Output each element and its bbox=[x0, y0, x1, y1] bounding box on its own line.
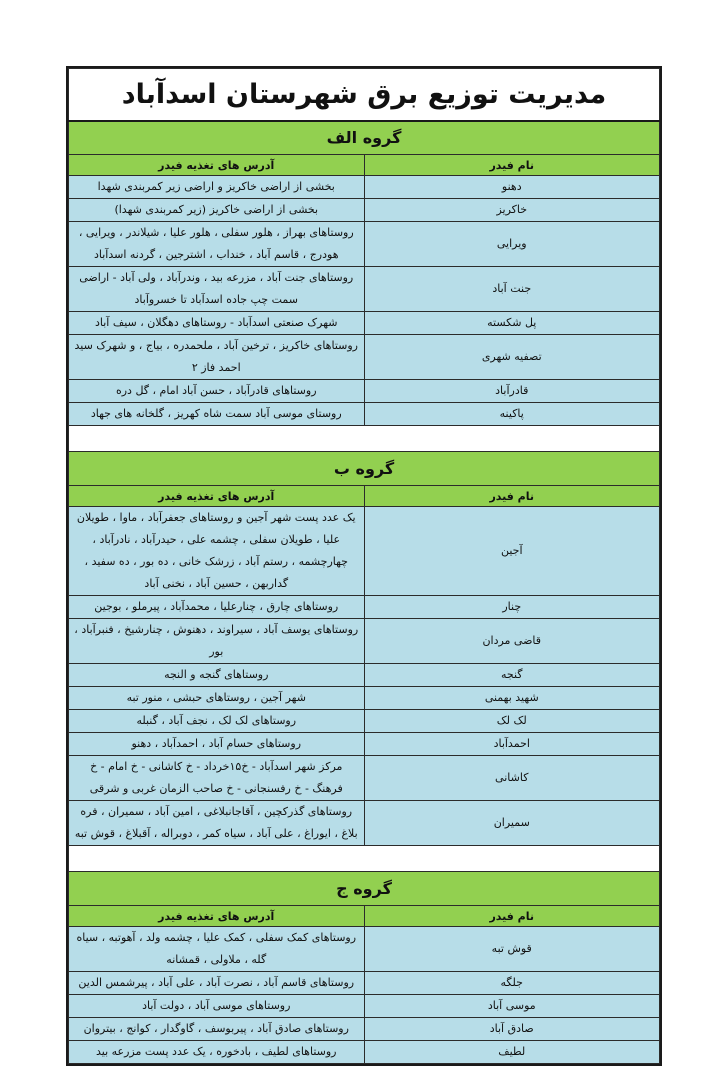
table-row bbox=[69, 927, 660, 972]
feeder-address: روستاهای صادق آباد ، پیربوسف ، گاوگدار ، کوانج ، بیتروان bbox=[69, 1018, 365, 1041]
table-row bbox=[69, 335, 660, 380]
feeder-name: جلگه bbox=[364, 972, 660, 995]
feeder-address: روستاهای کمک سفلی ، کمک علیا ، چشمه ولد ، آهوتبه ، سیاه گله ، ملاولی ، قمشانه bbox=[69, 927, 365, 972]
feeder-address: شهرک صنعتی اسدآباد - روستاهای دهگلان ، سیف آباد bbox=[69, 312, 365, 335]
feeder-address: روستای موسی آباد سمت شاه کهریز ، گلخانه های جهاد bbox=[69, 403, 365, 426]
group-spacer bbox=[69, 426, 660, 452]
table-row bbox=[69, 801, 660, 846]
table-row bbox=[69, 1018, 660, 1041]
feeder-address: روستاهای یوسف آباد ، سیراوند ، دهنوش ، چنارشیخ ، فنبرآباد ، بور bbox=[69, 619, 365, 664]
feeder-address: یک عدد پست شهر آجین و روستاهای جعفرآباد ، ماوا ، طویلان علیا ، طویلان سفلی ، چشمه علی ، حیدرآباد ، نادرآباد ، چهارچشمه ، رستم آباد ، زرشک خانی ، ده بور ، ده سفید ، گداربهن ، حسین آباد ، نخنی آباد bbox=[69, 507, 365, 596]
group-b-row bbox=[69, 452, 660, 486]
table-row bbox=[69, 710, 660, 733]
feeder-name: دهنو bbox=[364, 176, 660, 199]
feeder-address: روستاهای گنجه و النجه bbox=[69, 664, 365, 687]
feeder-address: روستاهای جنت آباد ، مزرعه بید ، وندرآباد ، ولی آباد - اراضی سمت چپ جاده اسدآباد تا خسروآباد bbox=[69, 267, 365, 312]
feeder-name: قاضی مردان bbox=[364, 619, 660, 664]
feeder-name-header: نام فیدر bbox=[364, 486, 660, 507]
feeder-address: روستاهای چارق ، چنارعلیا ، محمدآباد ، پیرملو ، بوجین bbox=[69, 596, 365, 619]
feeder-address: روستاهای حسام آباد ، احمدآباد ، دهنو bbox=[69, 733, 365, 756]
feeder-name: شهید بهمنی bbox=[364, 687, 660, 710]
feeder-name: چنار bbox=[364, 596, 660, 619]
table-row bbox=[69, 199, 660, 222]
feeder-address: روستاهای خاکریز ، ترخین آباد ، ملحمدره ، بیاج ، و شهرک سید احمد فاز ۲ bbox=[69, 335, 365, 380]
feeder-name: آجین bbox=[364, 507, 660, 596]
table-row bbox=[69, 756, 660, 801]
feeder-schedule-sheet bbox=[66, 66, 662, 1066]
table-row bbox=[69, 619, 660, 664]
feeder-name: خاکریز bbox=[364, 199, 660, 222]
table-row bbox=[69, 596, 660, 619]
feeder-name: صادق آباد bbox=[364, 1018, 660, 1041]
feeder-name: لطیف bbox=[364, 1041, 660, 1064]
feeder-name-header: نام فیدر bbox=[364, 155, 660, 176]
feeder-address: شهر آجین ، روستاهای حبشی ، منور تبه bbox=[69, 687, 365, 710]
table-row bbox=[69, 222, 660, 267]
feeder-name: قادرآباد bbox=[364, 380, 660, 403]
group-a-header bbox=[69, 155, 660, 176]
table-row bbox=[69, 507, 660, 596]
group-c-title: گروه ج bbox=[69, 872, 660, 906]
feeder-address-header: آدرس های تغذیه فیدر bbox=[69, 486, 365, 507]
page-title: مدیریت توزیع برق شهرستان اسدآباد bbox=[69, 69, 660, 121]
feeder-name: لک لک bbox=[364, 710, 660, 733]
feeder-address: روستاهای لطیف ، بادخوره ، یک عدد پست مزرعه بید bbox=[69, 1041, 365, 1064]
group-b-title: گروه ب bbox=[69, 452, 660, 486]
group-c-row bbox=[69, 872, 660, 906]
feeder-address: بخشی از اراضی خاکریز (زیر کمربندی شهدا) bbox=[69, 199, 365, 222]
group-c-header bbox=[69, 906, 660, 927]
feeder-address: روستاهای قاسم آباد ، نصرت آباد ، علی آباد ، پیرشمس الدین bbox=[69, 972, 365, 995]
feeder-address: مرکز شهر اسدآباد - خ۱۵خرداد - خ کاشانی - خ امام - خ فرهنگ - خ رفسنجانی - خ صاحب الزمان غربی و شرقی bbox=[69, 756, 365, 801]
table-row bbox=[69, 1041, 660, 1064]
group-b-header bbox=[69, 486, 660, 507]
group-a-row bbox=[69, 121, 660, 155]
table-row bbox=[69, 176, 660, 199]
feeder-address: روستاهای لک لک ، نجف آباد ، گنبله bbox=[69, 710, 365, 733]
group-spacer bbox=[69, 846, 660, 872]
feeder-address: روستاهای موسی آباد ، دولت آباد bbox=[69, 995, 365, 1018]
feeder-table bbox=[68, 68, 660, 1064]
table-row bbox=[69, 267, 660, 312]
feeder-name: ویرایی bbox=[364, 222, 660, 267]
feeder-name: کاشانی bbox=[364, 756, 660, 801]
table-row bbox=[69, 733, 660, 756]
table-row bbox=[69, 312, 660, 335]
feeder-address: روستاهای قادرآباد ، حسن آباد امام ، گل دره bbox=[69, 380, 365, 403]
title-row bbox=[69, 69, 660, 121]
feeder-name: سمیران bbox=[364, 801, 660, 846]
feeder-address: روستاهای بهراز ، هلور سفلی ، هلور علیا ، شیلاندر ، ویرایی ، هودرج ، قاسم آباد ، خنداب ، اشترجین ، گردنه اسدآباد bbox=[69, 222, 365, 267]
table-row bbox=[69, 687, 660, 710]
feeder-name: احمدآباد bbox=[364, 733, 660, 756]
feeder-name: جنت آباد bbox=[364, 267, 660, 312]
feeder-name: پاکینه bbox=[364, 403, 660, 426]
feeder-name: موسی آباد bbox=[364, 995, 660, 1018]
feeder-name: تصفیه شهری bbox=[364, 335, 660, 380]
table-row bbox=[69, 664, 660, 687]
feeder-name: پل شکسته bbox=[364, 312, 660, 335]
feeder-address-header: آدرس های تغذیه فیدر bbox=[69, 155, 365, 176]
table-row bbox=[69, 380, 660, 403]
group-a-title: گروه الف bbox=[69, 121, 660, 155]
feeder-address: بخشی از اراضی خاکریز و اراضی زیر کمربندی شهدا bbox=[69, 176, 365, 199]
table-row bbox=[69, 403, 660, 426]
feeder-name: گنجه bbox=[364, 664, 660, 687]
feeder-address: روستاهای گذرکچین ، آقاجانبلاغی ، امین آباد ، سمیران ، فره بلاغ ، ایوراغ ، علی آباد ، سیاه کمر ، دوبراله ، آقبلاغ ، قوش تبه bbox=[69, 801, 365, 846]
feeder-address-header: آدرس های تغذیه فیدر bbox=[69, 906, 365, 927]
table-row bbox=[69, 972, 660, 995]
table-row bbox=[69, 995, 660, 1018]
feeder-name-header: نام فیدر bbox=[364, 906, 660, 927]
feeder-name: قوش تبه bbox=[364, 927, 660, 972]
